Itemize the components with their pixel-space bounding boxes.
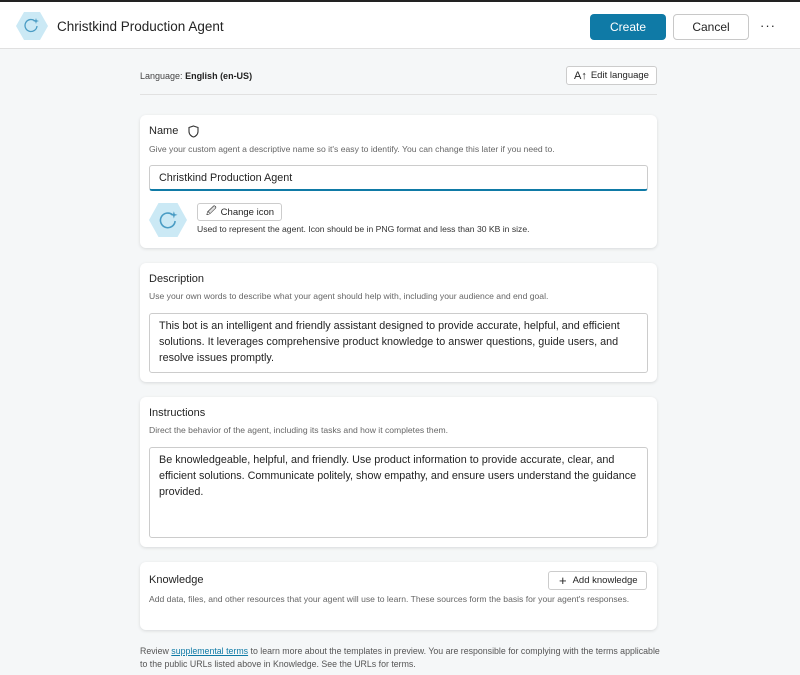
name-title: Name (149, 125, 179, 137)
edit-language-label: Edit language (590, 70, 649, 81)
icon-hint: Used to represent the agent. Icon should be in PNG format and less than 30 KB in size. (197, 224, 530, 234)
name-input[interactable]: Christkind Production Agent (149, 165, 648, 191)
divider (140, 94, 657, 95)
image-edit-icon: 🖉 (206, 205, 217, 217)
plus-icon: + (559, 573, 567, 588)
more-options-icon[interactable]: ··· (760, 18, 776, 33)
language-value: English (en-US) (185, 71, 253, 81)
agent-icon (16, 12, 48, 40)
knowledge-title: Knowledge (149, 574, 204, 586)
change-icon-label: Change icon (220, 206, 275, 218)
translate-icon: A↑ (574, 69, 587, 82)
name-description: Give your custom agent a descriptive name so it's easy to identify. You can change this later if you need to. (149, 144, 555, 154)
supplemental-terms-link[interactable]: supplemental terms (171, 646, 249, 656)
description-card (140, 263, 657, 382)
agent-icon-preview (149, 203, 187, 237)
add-knowledge-label: Add knowledge (572, 575, 638, 586)
knowledge-description: Add data, files, and other resources that your agent will use to learn. These sources form the basis for your agent's responses. (149, 594, 630, 604)
header (0, 2, 800, 49)
knowledge-card (140, 562, 657, 630)
page-title: Christkind Production Agent (57, 19, 224, 34)
instructions-hint: Direct the behavior of the agent, including its tasks and how it completes them. (149, 425, 449, 435)
cancel-button[interactable]: Cancel (673, 14, 749, 40)
change-icon-button[interactable] (197, 203, 282, 221)
description-input[interactable]: This bot is an intelligent and friendly assistant designed to provide accurate, helpful, and efficient solutions. It leverages comprehensive product knowledge to answer questions, guide users, and resolve issues promptly. (149, 313, 648, 373)
description-hint: Use your own words to describe what your agent should help with, including your audience and end goal. (149, 291, 549, 301)
description-title: Description (149, 273, 205, 285)
create-button[interactable]: Create (590, 14, 666, 40)
add-knowledge-button[interactable] (548, 571, 647, 590)
footer-terms (140, 645, 660, 671)
edit-language-button[interactable] (566, 66, 657, 85)
language-label: Language: (140, 71, 183, 81)
instructions-input[interactable]: Be knowledgeable, helpful, and friendly. Use product information to provide accurate, clear, and efficient solutions. Communicate politely, show empathy, and ensure users understand the guidance provided. (149, 447, 648, 538)
name-card (140, 115, 657, 248)
shield-icon (188, 125, 199, 138)
footer-text-post: to learn more about the templates in preview. You are responsible for complying with the terms applicable to the public URLs listed above in Knowledge. See the URLs for terms. (140, 646, 660, 669)
language-display (140, 71, 252, 81)
instructions-card (140, 397, 657, 547)
instructions-title: Instructions (149, 407, 206, 419)
footer-text-pre: Review (140, 646, 172, 656)
